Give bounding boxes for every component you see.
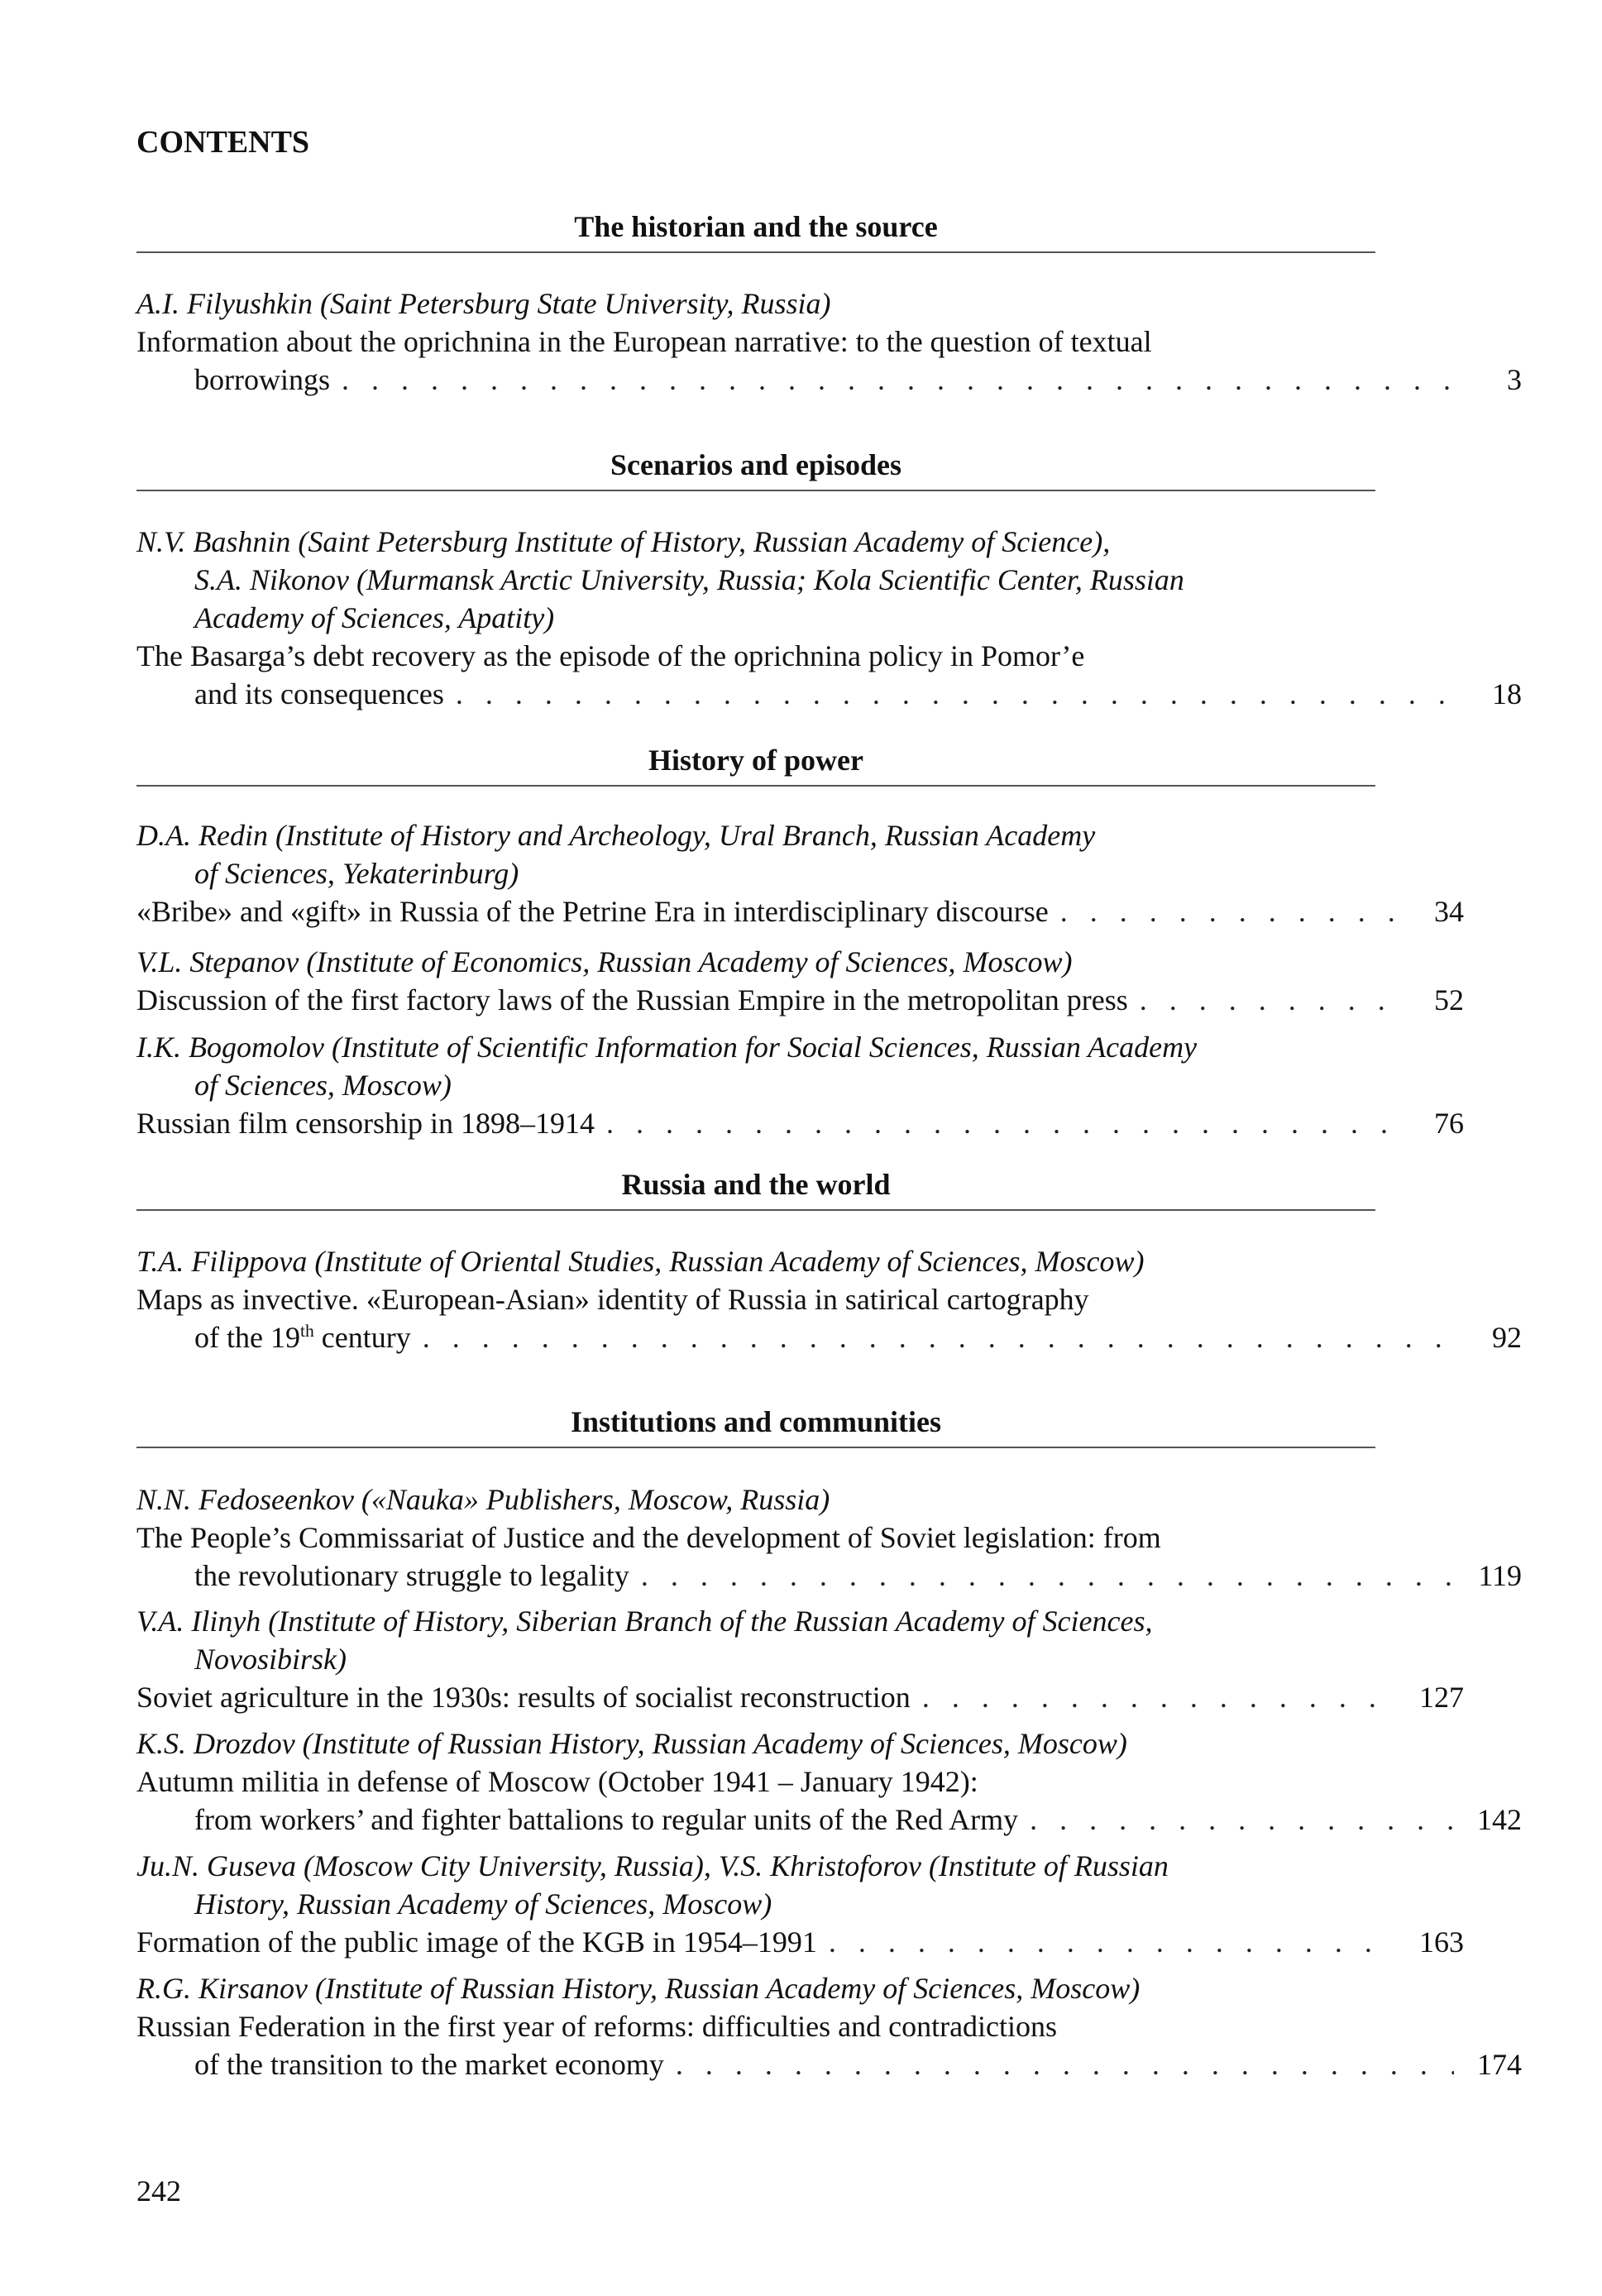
- leader-dots: [423, 1318, 1454, 1356]
- entry-title-last-row: [136, 1678, 1464, 1716]
- entry-page-number: 18: [1492, 677, 1522, 710]
- entry-page-number: 119: [1478, 1559, 1522, 1592]
- leader-dots: [606, 1104, 1396, 1142]
- entry-title-last-row: [136, 2045, 1522, 2083]
- section-rule: [136, 1447, 1375, 1448]
- section-rule: [136, 1209, 1375, 1211]
- entry-author: History, Russian Academy of Sciences, Moscow): [194, 1887, 772, 1921]
- entry-title-last-row: [136, 1318, 1522, 1356]
- entry-title-last-line: «Bribe» and «gift» in Russia of the Petrine Era in interdisciplinary discourse: [136, 895, 1049, 928]
- entry-author: V.L. Stepanov (Institute of Economics, Russian Academy of Sciences, Moscow): [136, 945, 1073, 978]
- entry-title-line: Russian Federation in the first year of reforms: difficulties and contradictions: [136, 2010, 1058, 2043]
- leader-dots: [1030, 1801, 1454, 1839]
- entry-author: K.S. Drozdov (Institute of Russian History, Russian Academy of Sciences, Moscow): [136, 1727, 1127, 1760]
- toc-entry-ilinyh[interactable]: [136, 1602, 1464, 1716]
- entry-author: R.G. Kirsanov (Institute of Russian History, Russian Academy of Sciences, Moscow): [136, 1972, 1141, 2005]
- toc-entry-redin[interactable]: [136, 816, 1464, 930]
- toc-entry-kirsanov[interactable]: [136, 1969, 1522, 2083]
- entry-title-last-line: Soviet agriculture in the 1930s: results of socialist reconstruction: [136, 1681, 911, 1714]
- folio-page-number: 242: [136, 2174, 181, 2208]
- entry-title-last-row: [136, 1801, 1522, 1839]
- section-header-scenarios-episodes: [136, 447, 1375, 491]
- entry-title-last-row: [136, 981, 1464, 1019]
- entry-title-last-row: [136, 1557, 1522, 1595]
- entry-page-number: 174: [1477, 2048, 1522, 2081]
- entry-page-number: 163: [1419, 1925, 1464, 1959]
- entry-author: of Sciences, Moscow): [194, 1069, 452, 1102]
- entry-author: T.A. Filippova (Institute of Oriental Studies, Russian Academy of Sciences, Moscow): [136, 1245, 1145, 1278]
- entry-author: Novosibirsk): [194, 1643, 347, 1676]
- entry-title-line: The People’s Commissariat of Justice and the development of Soviet legislation: from: [136, 1521, 1161, 1554]
- section-title: Institutions and communities: [570, 1405, 942, 1438]
- section-header-institutions-communities: [136, 1404, 1375, 1448]
- entry-title-last-row: [136, 675, 1522, 713]
- entry-page-number: 76: [1434, 1107, 1464, 1140]
- leader-dots: [1140, 981, 1396, 1019]
- section-header-history-of-power: [136, 742, 1375, 787]
- entry-title-line: Maps as invective. «European-Asian» identity of Russia in satirical cartography: [136, 1283, 1089, 1316]
- section-title: The historian and the source: [574, 210, 938, 243]
- entry-title-last-line: Formation of the public image of the KGB in 1954–1991: [136, 1925, 817, 1959]
- leader-dots: [922, 1678, 1396, 1716]
- entry-author: A.I. Filyushkin (Saint Petersburg State University, Russia): [136, 287, 831, 320]
- section-title: Scenarios and episodes: [610, 448, 902, 481]
- leader-dots: [456, 675, 1454, 713]
- entry-author: S.A. Nikonov (Murmansk Arctic University, Russia; Kola Scientific Center, Russian: [194, 563, 1184, 596]
- section-rule: [136, 490, 1375, 491]
- toc-entry-stepanov[interactable]: [136, 943, 1464, 1019]
- toc-entry-bashnin-nikonov[interactable]: [136, 523, 1522, 713]
- leader-dots: [342, 361, 1454, 399]
- section-title: Russia and the world: [621, 1168, 891, 1201]
- contents-heading: CONTENTS: [136, 125, 310, 160]
- superscript: th: [299, 1321, 314, 1341]
- entry-page-number: 34: [1434, 895, 1464, 928]
- entry-title-last-line: [194, 1318, 411, 1356]
- entry-title-last-row: [136, 361, 1522, 399]
- entry-title-line: Autumn militia in defense of Moscow (October 1941 – January 1942):: [136, 1765, 978, 1798]
- toc-entry-bogomolov[interactable]: [136, 1028, 1464, 1142]
- entry-title-line: Information about the oprichnina in the European narrative: to the question of textual: [136, 325, 1152, 358]
- section-header-historian-source: [136, 208, 1375, 253]
- entry-title-text: of the 19: [194, 1321, 300, 1354]
- entry-page-number: 52: [1434, 983, 1464, 1016]
- entry-title-last-line: Discussion of the first factory laws of the Russian Empire in the metropolitan press: [136, 983, 1128, 1016]
- leader-dots: [1060, 892, 1396, 930]
- entry-page-number: 92: [1492, 1321, 1522, 1354]
- entry-title-last-line: the revolutionary struggle to legality: [194, 1559, 629, 1592]
- entry-author: I.K. Bogomolov (Institute of Scientific Information for Social Sciences, Russian Academy: [136, 1031, 1198, 1064]
- toc-entry-guseva-khristoforov[interactable]: [136, 1847, 1464, 1961]
- entry-author: Academy of Sciences, Apatity): [194, 601, 555, 634]
- entry-author: V.A. Ilinyh (Institute of History, Siberian Branch of the Russian Academy of Sciences,: [136, 1605, 1153, 1638]
- entry-author: D.A. Redin (Institute of History and Archeology, Ural Branch, Russian Academy: [136, 819, 1096, 852]
- entry-title-text: century: [313, 1321, 411, 1354]
- entry-title-last-row: [136, 1104, 1464, 1142]
- leader-dots: [676, 2045, 1454, 2083]
- entry-title-last-line: and its consequences: [194, 677, 444, 710]
- section-header-russia-world: [136, 1166, 1375, 1211]
- entry-page-number: 127: [1419, 1681, 1464, 1714]
- section-rule: [136, 251, 1375, 253]
- toc-entry-fedoseenkov[interactable]: [136, 1480, 1522, 1595]
- entry-title-last-line: borrowings: [194, 363, 330, 396]
- leader-dots: [641, 1557, 1454, 1595]
- section-title: History of power: [648, 744, 863, 777]
- entry-page-number: 3: [1507, 363, 1522, 396]
- entry-title-last-line: from workers’ and fighter battalions to regular units of the Red Army: [194, 1803, 1019, 1836]
- entry-title-last-line: Russian film censorship in 1898–1914: [136, 1107, 595, 1140]
- section-rule: [136, 785, 1375, 787]
- entry-author: Ju.N. Guseva (Moscow City University, Russia), V.S. Khristoforov (Institute of Russian: [136, 1849, 1169, 1882]
- toc-entry-filippova[interactable]: [136, 1242, 1522, 1356]
- leader-dots: [829, 1923, 1396, 1961]
- toc-entry-drozdov[interactable]: [136, 1724, 1522, 1839]
- entry-title-last-row: [136, 1923, 1464, 1961]
- entry-author: N.N. Fedoseenkov («Nauka» Publishers, Moscow, Russia): [136, 1483, 830, 1516]
- entry-title-last-row: [136, 892, 1464, 930]
- entry-author: of Sciences, Yekaterinburg): [194, 857, 519, 890]
- entry-title-last-line: of the transition to the market economy: [194, 2048, 664, 2081]
- entry-title-line: The Basarga’s debt recovery as the episode of the oprichnina policy in Pomor’e: [136, 639, 1085, 672]
- toc-entry-filyushkin[interactable]: [136, 285, 1522, 399]
- entry-author: N.V. Bashnin (Saint Petersburg Institute of History, Russian Academy of Science),: [136, 525, 1111, 558]
- entry-page-number: 142: [1477, 1803, 1522, 1836]
